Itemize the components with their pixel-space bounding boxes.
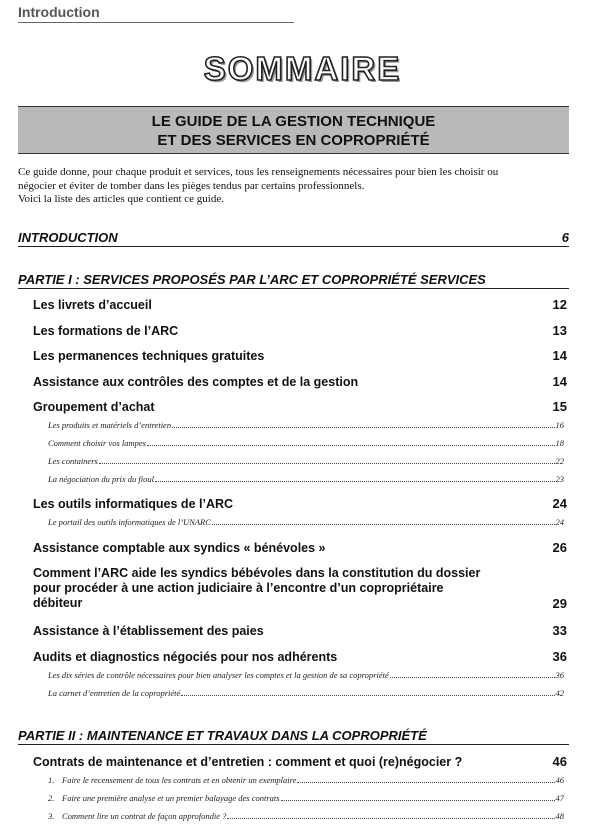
- toc-item-contrats-maintenance[interactable]: [33, 754, 567, 769]
- toc-part-label: INTRODUCTION: [18, 230, 118, 245]
- toc-page-number: 16: [555, 420, 564, 430]
- dot-leader: [181, 695, 554, 696]
- toc-item-label: Les outils informatiques de l’ARC: [33, 497, 234, 511]
- toc-page-number: 24: [552, 496, 567, 511]
- toc-item-label: Les permanences techniques gratuites: [33, 349, 265, 363]
- toc-page-number: 23: [555, 474, 564, 484]
- toc-item-label: Assistance aux contrôles des comptes et de la gestion: [33, 375, 359, 389]
- toc-item-groupement-achat[interactable]: [33, 399, 567, 414]
- toc-part-label: PARTIE I : SERVICES PROPOSÉS PAR L’ARC ET COPROPRIÉTÉ SERVICES: [18, 272, 486, 287]
- toc-page-number: 46: [555, 775, 564, 785]
- toc-item-label: Les livrets d’accueil: [33, 298, 152, 312]
- toc-subitem-premiere-analyse[interactable]: [48, 793, 564, 803]
- toc-subitem-label: Comment lire un contrat de façon approfondie ?: [62, 811, 227, 821]
- dot-leader: [227, 818, 554, 819]
- toc-page-number: 36: [555, 670, 564, 680]
- dot-leader: [297, 782, 554, 783]
- toc-subitem-label: Les containers: [48, 456, 98, 466]
- toc-item-label: Groupement d’achat: [33, 400, 155, 414]
- toc-item-label: Contrats de maintenance et d’entretien : comment et quoi (re)négocier ?: [33, 755, 463, 769]
- intro-line: négocier et éviter de tomber dans les pièges tendus par certains professionnels.: [18, 179, 365, 192]
- dot-leader: [281, 800, 555, 801]
- toc-subitem-containers[interactable]: [48, 456, 564, 466]
- toc-page-number: 14: [552, 374, 567, 389]
- toc-subitem-fioul[interactable]: [48, 474, 564, 484]
- toc-page-number: 6: [561, 230, 569, 245]
- toc-page-number: 29: [552, 596, 567, 611]
- toc-page-number: 12: [552, 297, 567, 312]
- dot-leader: [99, 463, 555, 464]
- guide-banner: [18, 106, 569, 154]
- toc-item-action-judiciaire[interactable]: [33, 566, 567, 611]
- toc-page-number: 33: [552, 623, 567, 638]
- toc-item-label-line: débiteur: [33, 596, 83, 610]
- page-title: SOMMAIRE: [203, 50, 402, 87]
- banner-line-2: ET DES SERVICES EN COPROPRIÉTÉ: [157, 132, 430, 149]
- toc-page-number: 26: [552, 540, 567, 555]
- toc-subitem-recensement[interactable]: [48, 775, 564, 785]
- toc-subitem-carnet-entretien[interactable]: [48, 688, 564, 698]
- toc-item-livrets-accueil[interactable]: [33, 297, 567, 312]
- banner-line-1: LE GUIDE DE LA GESTION TECHNIQUE: [151, 113, 436, 130]
- toc-item-label: Les formations de l’ARC: [33, 324, 179, 338]
- toc-subitem-number: 1.: [48, 775, 55, 785]
- toc-page-number: 22: [555, 456, 564, 466]
- toc-subitem-label: La carnet d’entretien de la copropriété: [48, 688, 181, 698]
- toc-page-number: 36: [552, 649, 567, 664]
- toc-page-number: 15: [552, 399, 567, 414]
- toc-item-label-line: Comment l’ARC aide les syndics bébévoles dans la constitution du dossier: [33, 566, 481, 580]
- toc-page-number: 42: [555, 688, 564, 698]
- toc-subitem-number: 2.: [48, 793, 55, 803]
- toc-page-number: 46: [552, 754, 567, 769]
- intro-line: Ce guide donne, pour chaque produit et services, tous les renseignements nécessaires pour bien les choisir ou: [18, 166, 499, 178]
- toc-item-paies[interactable]: [33, 623, 567, 638]
- toc-item-outils-informatiques[interactable]: [33, 496, 567, 511]
- toc-item-label-line: pour procéder à une action judiciaire à l’encontre d’un copropriétaire: [33, 581, 444, 595]
- toc-page-number: 24: [555, 517, 564, 527]
- toc-page-number: 47: [555, 793, 564, 803]
- toc-subitem-portail[interactable]: [48, 517, 564, 527]
- intro-paragraph: [18, 166, 588, 207]
- toc-item-assistance-comptable[interactable]: [33, 540, 567, 555]
- toc-subitem-label: Le portail des outils informatiques de l’UNARC: [48, 517, 211, 527]
- toc-part-2[interactable]: [18, 728, 569, 745]
- toc-page-number: 14: [552, 348, 567, 363]
- toc-subitem-label: Faire une première analyse et un premier balayage des contrats: [62, 793, 280, 803]
- intro-line: Voici la liste des articles que contient ce guide.: [18, 193, 224, 205]
- toc-subitem-dix-series[interactable]: [48, 670, 564, 680]
- toc-item-audits[interactable]: [33, 649, 567, 664]
- running-head: Introduction: [18, 4, 294, 23]
- toc-page-number: 48: [555, 811, 564, 821]
- toc-part-1[interactable]: [18, 272, 569, 289]
- dot-leader: [172, 427, 554, 428]
- toc-item-label: [33, 566, 553, 611]
- toc-item-label: Audits et diagnostics négociés pour nos adhérents: [33, 650, 338, 664]
- toc-subitem-lire-contrat[interactable]: [48, 811, 564, 821]
- toc-page-number: 13: [552, 323, 567, 338]
- toc-subitem-label: Les dix séries de contrôle nécessaires pour bien analyser les comptes et la gestion de sa copropriété: [48, 670, 389, 680]
- toc-item-assistance-controles[interactable]: [33, 374, 567, 389]
- toc-item-label: Assistance comptable aux syndics « bénévoles »: [33, 541, 326, 555]
- toc-subitem-number: 3.: [48, 811, 55, 821]
- toc-part-label: PARTIE II : MAINTENANCE ET TRAVAUX DANS LA COPROPRIÉTÉ: [18, 728, 427, 743]
- toc-item-formations[interactable]: [33, 323, 567, 338]
- toc-item-label: Assistance à l’établissement des paies: [33, 624, 264, 638]
- dot-leader: [212, 524, 555, 525]
- dot-leader: [147, 445, 555, 446]
- toc-introduction[interactable]: [18, 230, 569, 247]
- toc-subitem-label: Faire le recensement de tous les contrats et en obtenir un exemplaire: [62, 775, 297, 785]
- toc-subitem-lampes[interactable]: [48, 438, 564, 448]
- toc-subitem-label: Comment choisir vos lampes: [48, 438, 146, 448]
- toc-subitem-label: Les produits et matériels d’entretien: [48, 420, 172, 430]
- toc-page-number: 18: [555, 438, 564, 448]
- dot-leader: [390, 677, 555, 678]
- dot-leader: [155, 481, 554, 482]
- toc-subitem-label: La négociation du prix du fioul: [48, 474, 155, 484]
- toc-item-permanences[interactable]: [33, 348, 567, 363]
- toc-subitem-produits[interactable]: [48, 420, 564, 430]
